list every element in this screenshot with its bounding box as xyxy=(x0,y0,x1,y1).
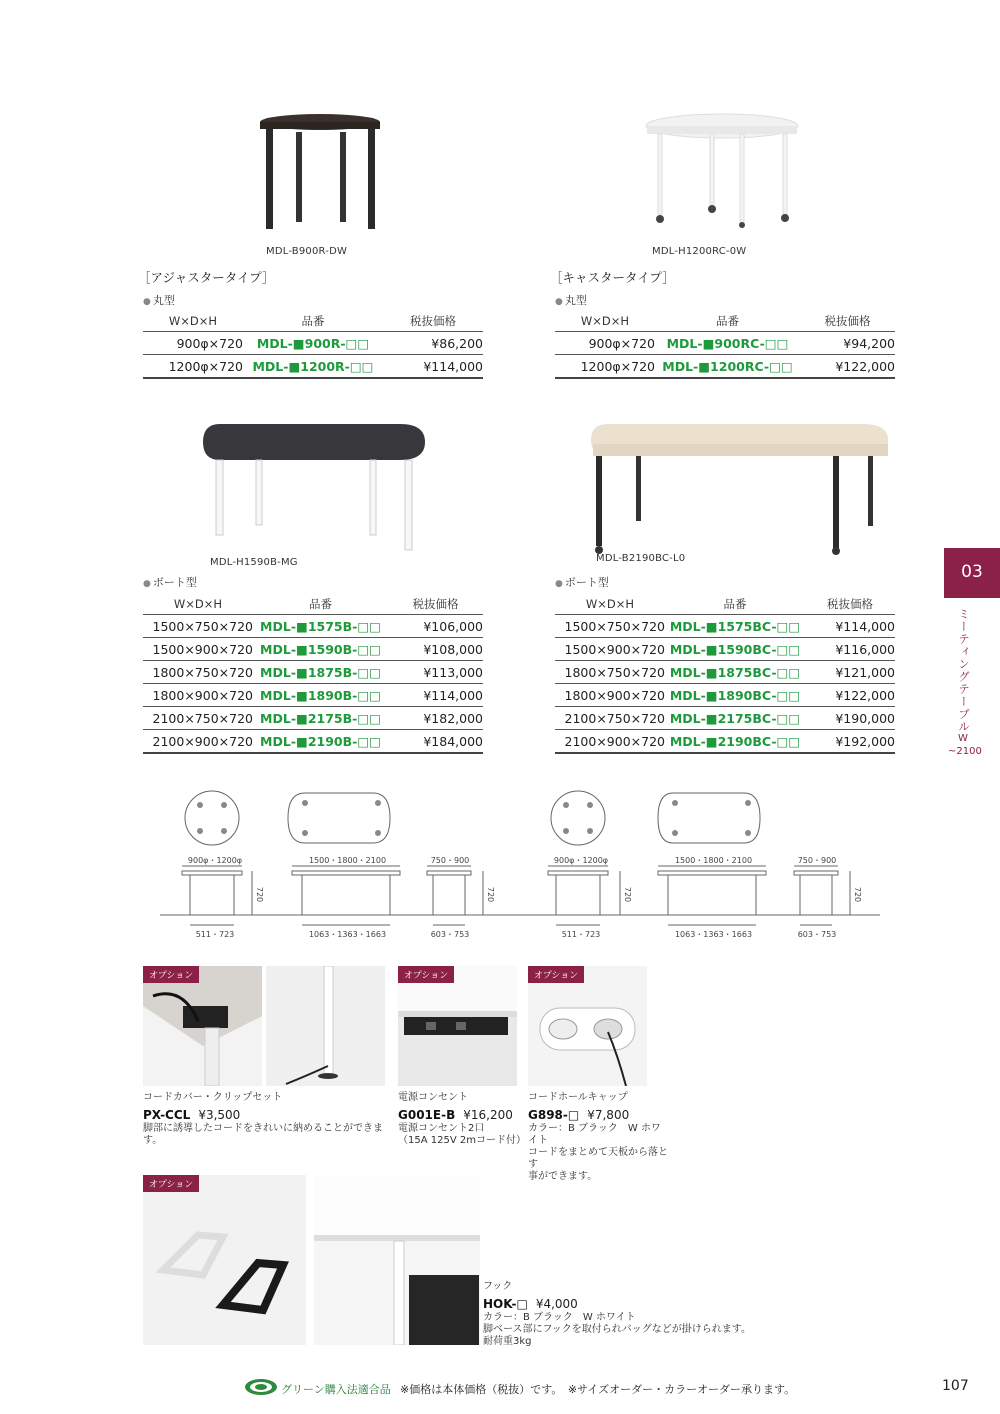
boat-adjuster-table-photo xyxy=(200,420,430,555)
table-row xyxy=(555,615,895,638)
model-cell: MDL-■1890BC-□□ xyxy=(665,684,805,707)
model-cell: MDL-■1890B-□□ xyxy=(253,684,388,707)
round-adjuster-table xyxy=(143,311,483,379)
size-cell: 1800×900×720 xyxy=(143,684,253,707)
header-price: 税抜価格 xyxy=(805,594,895,615)
table-row xyxy=(143,332,483,355)
cord-hole-photo xyxy=(528,966,647,1086)
round-adjuster-table-photo xyxy=(250,110,390,235)
hook-name: フック xyxy=(483,1281,513,1292)
size-cell: 2100×750×720 xyxy=(555,707,665,730)
round-caster-caption: MDL-H1200RC-0W xyxy=(652,246,747,257)
price-cell: ¥114,000 xyxy=(388,684,483,707)
round-caster-table xyxy=(555,311,895,379)
header-price: 税抜価格 xyxy=(388,594,483,615)
size-cell: 1500×900×720 xyxy=(143,638,253,661)
cord-cover-photo xyxy=(143,966,262,1086)
price-cell: ¥121,000 xyxy=(805,661,895,684)
size-cell: 900φ×720 xyxy=(555,332,655,355)
option-tag-hook: オプション xyxy=(143,1175,199,1192)
cord-hole-code: G898-□ xyxy=(528,1108,580,1122)
hook-desc2: 耐荷重3kg xyxy=(483,1336,532,1347)
table-row xyxy=(143,638,483,661)
table-header-row xyxy=(555,594,895,615)
price-cell: ¥182,000 xyxy=(388,707,483,730)
table-row xyxy=(143,684,483,707)
header-size: W×D×H xyxy=(555,311,655,332)
footer-note: ※価格は本体価格（税抜）です。 ※サイズオーダー・カラーオーダー承ります。 xyxy=(400,1383,796,1396)
table-row xyxy=(143,661,483,684)
table-row xyxy=(143,730,483,754)
header-size: W×D×H xyxy=(143,311,243,332)
table-row xyxy=(143,355,483,379)
option-tag-cord-cover: オプション xyxy=(143,966,199,983)
dim-round-leg-left: 511・723 xyxy=(195,930,235,939)
green-purchase-icon xyxy=(244,1378,278,1396)
boat-label-right: ● ボート型 xyxy=(555,574,609,590)
table-header-row xyxy=(143,311,483,332)
chapter-number: 03 xyxy=(961,562,983,582)
outlet-desc1: 電源コンセント2口 xyxy=(398,1123,485,1134)
price-cell: ¥94,200 xyxy=(800,332,895,355)
green-purchase-label: グリーン購入法適合品 xyxy=(281,1383,391,1396)
cord-cover-info xyxy=(143,1092,393,1147)
model-cell: MDL-■900RC-□□ xyxy=(655,332,800,355)
size-cell: 1800×750×720 xyxy=(143,661,253,684)
header-size: W×D×H xyxy=(143,594,253,615)
hook-info xyxy=(483,1281,783,1348)
option-tag-cord-hole: オプション xyxy=(528,966,584,983)
outlet-code: G001E-B xyxy=(398,1108,456,1122)
size-cell: 1500×750×720 xyxy=(555,615,665,638)
size-cell: 900φ×720 xyxy=(143,332,243,355)
dim-boat-leg-left: 1063・1363・1663 xyxy=(308,930,387,939)
caster-type-title: ［キャスタータイプ］ xyxy=(550,270,675,285)
cord-cover-desc: 脚部に誘導したコードをきれいに納めることができます。 xyxy=(143,1123,383,1146)
boat-adjuster-caption: MDL-H1590B-MG xyxy=(210,557,298,568)
dim-height-2: 720 xyxy=(486,886,496,903)
dim-boat-width-right: 1500・1800・2100 xyxy=(674,856,753,865)
outlet-desc2: （15A 125V 2mコード付） xyxy=(398,1135,526,1146)
dim-round-width-left: 900φ・1200φ xyxy=(187,856,243,865)
size-cell: 2100×750×720 xyxy=(143,707,253,730)
header-model: 品番 xyxy=(253,594,388,615)
size-cell: 1500×900×720 xyxy=(555,638,665,661)
price-cell: ¥122,000 xyxy=(800,355,895,379)
cord-hole-info xyxy=(528,1092,668,1183)
table-row xyxy=(555,707,895,730)
model-cell: MDL-■2190BC-□□ xyxy=(665,730,805,754)
cord-leg-photo xyxy=(266,966,385,1086)
size-cell: 2100×900×720 xyxy=(143,730,253,754)
dim-height-3: 720 xyxy=(623,886,633,903)
size-cell: 1200φ×720 xyxy=(143,355,243,379)
model-cell: MDL-■1590B-□□ xyxy=(253,638,388,661)
size-cell: 1800×900×720 xyxy=(555,684,665,707)
cord-hole-desc2: 事ができます。 xyxy=(528,1171,598,1182)
cord-cover-price: ¥3,500 xyxy=(198,1108,241,1122)
page-number: 107 xyxy=(942,1378,969,1394)
chapter-category: ミーティングテーブル xyxy=(957,608,971,733)
cord-cover-name: コードカバー・クリップセット xyxy=(143,1092,283,1103)
hook-desc1: 脚ベース部にフックを取付られバッグなどが掛けられます。 xyxy=(483,1324,751,1335)
table-row xyxy=(555,355,895,379)
header-model: 品番 xyxy=(665,594,805,615)
model-cell: MDL-■1590BC-□□ xyxy=(665,638,805,661)
model-cell: MDL-■900R-□□ xyxy=(243,332,383,355)
price-cell: ¥114,000 xyxy=(383,355,483,379)
dim-height-4: 720 xyxy=(853,886,863,903)
table-row xyxy=(143,615,483,638)
model-cell: MDL-■2175B-□□ xyxy=(253,707,388,730)
boat-caster-caption: MDL-B2190BC-L0 xyxy=(596,553,686,564)
round-adjuster-caption: MDL-B900R-DW xyxy=(266,246,348,257)
size-cell: 1800×750×720 xyxy=(555,661,665,684)
boat-caster-table-photo xyxy=(588,420,893,558)
price-cell: ¥86,200 xyxy=(383,332,483,355)
table-row xyxy=(555,332,895,355)
hook-color: カラー：B ブラック W ホワイト xyxy=(483,1312,636,1323)
table-row xyxy=(555,730,895,754)
outlet-info xyxy=(398,1092,526,1147)
outlet-price: ¥16,200 xyxy=(463,1108,513,1122)
table-row xyxy=(555,661,895,684)
range-label-top: W xyxy=(958,733,968,744)
price-cell: ¥113,000 xyxy=(388,661,483,684)
dim-side-width-right: 750・900 xyxy=(797,856,837,865)
outlet-photo xyxy=(398,966,517,1086)
hook-price: ¥4,000 xyxy=(535,1297,578,1311)
model-cell: MDL-■2190B-□□ xyxy=(253,730,388,754)
header-price: 税抜価格 xyxy=(383,311,483,332)
price-cell: ¥114,000 xyxy=(805,615,895,638)
dimension-drawings xyxy=(150,785,890,945)
boat-caster-table xyxy=(555,594,895,754)
price-cell: ¥108,000 xyxy=(388,638,483,661)
dim-boat-leg-right: 1063・1363・1663 xyxy=(674,930,753,939)
model-cell: MDL-■1875B-□□ xyxy=(253,661,388,684)
size-cell: 1200φ×720 xyxy=(555,355,655,379)
cord-cover-code: PX-CCL xyxy=(143,1108,191,1122)
dim-side-width-left: 750・900 xyxy=(430,856,470,865)
outlet-name: 電源コンセント xyxy=(398,1092,468,1103)
table-header-row xyxy=(555,311,895,332)
model-cell: MDL-■1575BC-□□ xyxy=(665,615,805,638)
option-tag-outlet: オプション xyxy=(398,966,454,983)
price-cell: ¥190,000 xyxy=(805,707,895,730)
price-cell: ¥192,000 xyxy=(805,730,895,754)
price-cell: ¥122,000 xyxy=(805,684,895,707)
round-label-left: ● 丸型 xyxy=(143,292,175,308)
cord-hole-name: コードホールキャップ xyxy=(528,1092,628,1103)
header-size: W×D×H xyxy=(555,594,665,615)
cord-hole-desc1: コードをまとめて天板から落とす xyxy=(528,1147,668,1170)
size-cell: 2100×900×720 xyxy=(555,730,665,754)
range-label-bottom: ~2100 xyxy=(948,746,982,757)
dim-round-leg-right: 511・723 xyxy=(561,930,601,939)
model-cell: MDL-■1575B-□□ xyxy=(253,615,388,638)
model-cell: MDL-■2175BC-□□ xyxy=(665,707,805,730)
table-row xyxy=(555,684,895,707)
header-price: 税抜価格 xyxy=(800,311,895,332)
cord-hole-price: ¥7,800 xyxy=(587,1108,630,1122)
header-model: 品番 xyxy=(243,311,383,332)
table-header-row xyxy=(143,594,483,615)
model-cell: MDL-■1200RC-□□ xyxy=(655,355,800,379)
model-cell: MDL-■1875BC-□□ xyxy=(665,661,805,684)
price-cell: ¥116,000 xyxy=(805,638,895,661)
adjuster-type-title: ［アジャスタータイプ］ xyxy=(138,270,275,285)
price-cell: ¥106,000 xyxy=(388,615,483,638)
price-cell: ¥184,000 xyxy=(388,730,483,754)
round-label-right: ● 丸型 xyxy=(555,292,587,308)
boat-adjuster-table xyxy=(143,594,483,754)
header-model: 品番 xyxy=(655,311,800,332)
cord-hole-color: カラー：B ブラック W ホワイト xyxy=(528,1123,661,1146)
table-row xyxy=(143,707,483,730)
boat-label-left: ● ボート型 xyxy=(143,574,197,590)
round-caster-table-photo xyxy=(640,110,805,228)
model-cell: MDL-■1200R-□□ xyxy=(243,355,383,379)
hook-photo xyxy=(143,1175,306,1345)
dim-boat-width-left: 1500・1800・2100 xyxy=(308,856,387,865)
dim-round-width-right: 900φ・1200φ xyxy=(553,856,609,865)
dim-side-leg-left: 603・753 xyxy=(430,930,470,939)
hook-usage-photo xyxy=(314,1175,480,1345)
dim-height-1: 720 xyxy=(255,886,265,903)
dim-side-leg-right: 603・753 xyxy=(797,930,837,939)
size-cell: 1500×750×720 xyxy=(143,615,253,638)
table-row xyxy=(555,638,895,661)
hook-code: HOK-□ xyxy=(483,1297,528,1311)
